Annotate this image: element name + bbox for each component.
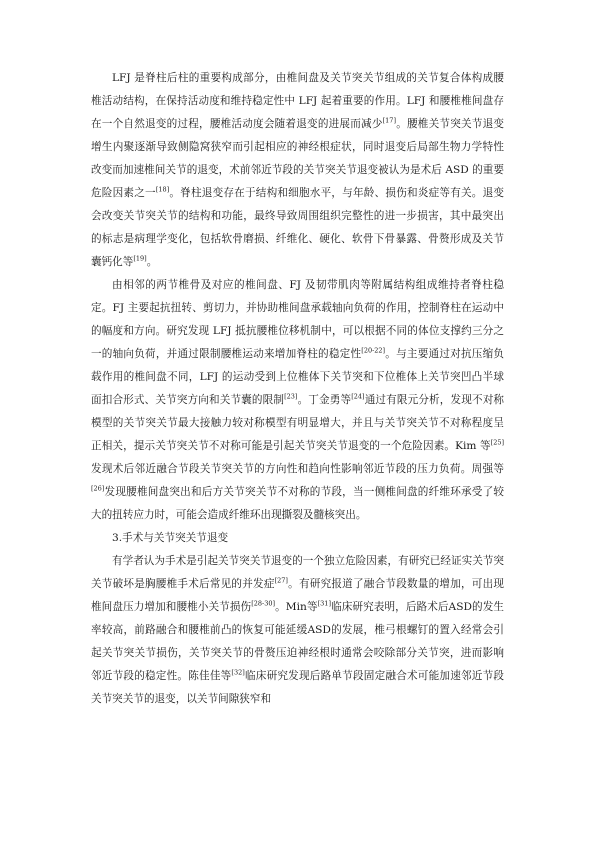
text-run: 。 — [146, 256, 158, 268]
citation-ref: [24] — [351, 392, 365, 401]
text-run: 。丁金勇等 — [297, 394, 352, 406]
paragraph-3 — [91, 550, 504, 711]
citation-ref: [32] — [231, 668, 245, 677]
citation-ref: [20-22] — [361, 346, 386, 355]
text-run: 由相邻的两节椎骨及对应的椎间盘、FJ 及韧带肌肉等附属结构组成维持者脊柱稳定。FJ 主要起抗扭转、剪切力，并协助椎间盘承载轴向负荷的作用，控制脊柱在运动中的幅度和方向。研究发现 LFJ 抵抗腰椎位移机制中，可以根据不同的体位支撑约三分之一的轴向负荷，并通过限制腰椎运动来增加脊柱的稳定性 — [91, 279, 504, 360]
text-run: 发现腰椎间盘突出和后方关节突关节不对称的节段，当一侧椎间盘的纤维环承受了较大的扭转应力时，可能会造成纤维环出现撕裂及髓核突出。 — [91, 486, 504, 521]
section-heading: 3.手术与关节突关节退变 — [112, 532, 229, 544]
text-run: 临床研究发现后路单节段固定融合术可能加速邻近节段关节突关节的退变，以关节间隙狭窄和 — [91, 670, 504, 705]
paragraph-1 — [91, 67, 504, 274]
paragraph-2 — [91, 274, 504, 527]
body-text — [91, 67, 504, 711]
text-run: 发现术后邻近融合节段关节突关节的方向性和趋向性影响邻近节段的压力负荷。周强等 — [91, 463, 504, 475]
citation-ref: [25] — [490, 438, 504, 447]
text-run: 。Min等 — [275, 601, 318, 613]
citation-ref: [27] — [274, 576, 288, 585]
citation-ref: [23] — [284, 392, 298, 401]
citation-ref: [18] — [155, 185, 170, 194]
text-run: 。腰椎关节突关节退变增生内聚逐渐导致侧隐窝狭窄而引起相应的神经根症状，同时退变后局部生物力学特性改变而加速椎间关节的退变，术前邻近节段的关节突关节退变被认为是术后 ASD 的重要危险因素之一 — [91, 118, 504, 199]
citation-ref: [31] — [317, 599, 331, 608]
text-run: 有学者认为手术是引起关节突关节退变的一个独立危险因素，有研究已经证实关节突关节破坏是胸腰椎手术后常见的并发症 — [91, 555, 504, 590]
citation-ref: [28-30] — [251, 599, 276, 608]
citation-ref: [26] — [91, 484, 105, 493]
text-run: 临床研究表明，后路术后ASD的发生率较高，前路融合和腰椎前凸的恢复可能延缓ASD的发展，椎弓根螺钉的置入经常会引起关节突关节损伤，关节突关节的骨赘压迫神经根时通常会咬除部分关节突，进而影响邻近节段的稳定性。陈佳佳等 — [91, 601, 505, 682]
citation-ref: [19] — [133, 254, 147, 263]
text-run: LFJ 是脊柱后柱的重要构成部分，由椎间盘及关节突关节组成的关节复合体构成腰椎活动结构，在保持活动度和维持稳定性中 LFJ 起着重要的作用。LFJ 和腰椎椎间盘存在一个自然退变的过程，腰椎活动度会随着退变的进展而减少 — [91, 72, 504, 130]
citation-ref: [17] — [382, 116, 396, 125]
text-run: 。有研究报道了融合节段数量的增加，可出现椎间盘压力增加和腰椎小关节损伤 — [91, 578, 504, 613]
text-run: 通过有限元分析，发现不对称模型的关节突关节最大接触力较对称模型有明显增大，并且与关节突关节不对称程度呈正相关，提示关节突关节不对称可能是引起关节突关节退变的一个危险因素。Kim 等 — [91, 394, 505, 452]
text-run: 。脊柱退变存在于结构和细胞水平，与年龄、损伤和炎症等有关。退变会改变关节突关节的结构和功能，最终导致周围组织完整性的进一步损害，其中最突出的标志是病理学变化，包括软骨磨损、纤维化、硬化、软骨下骨暴露、骨赘形成及关节囊钙化等 — [91, 187, 505, 268]
text-run: 。与主要通过对抗压缩负载作用的椎间盘不同，LFJ 的运动受到上位椎体下关节突和下位椎体上关节突凹凸半球面扣合形式、关节突方向和关节囊的限制 — [91, 348, 505, 406]
